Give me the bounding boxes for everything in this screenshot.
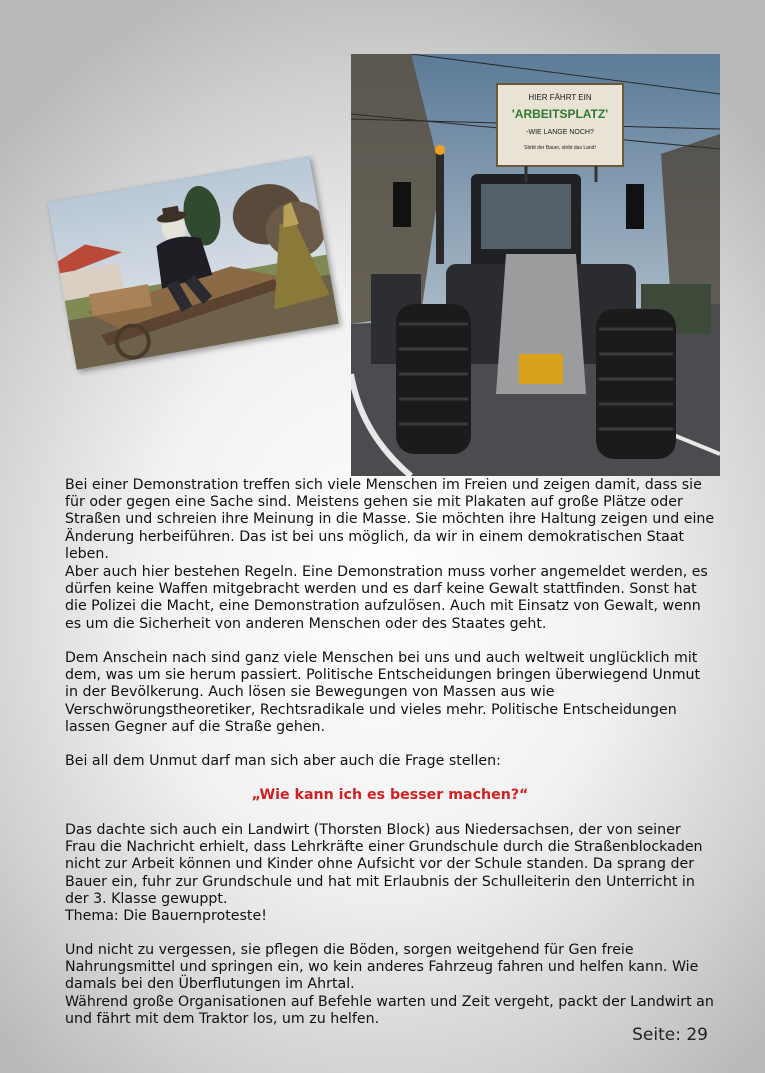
- paragraph-demonstration-intro: Bei einer Demonstration treffen sich viele Menschen im Freien und zeigen damit, dass sie für oder gegen eine Sache sind. Meistens gehen sie mit Plakaten auf große Plätze oder Straßen und schreien ihre Meinung in die Masse. Sie möchten ihre Haltung zeigen und eine Änderung herbeiführen. Das ist bei uns möglich, da wir in einem demokratischen Staat leben.: [65, 477, 715, 562]
- farmers-help-end: Während große Organisationen auf Befehle warten und Zeit vergeht, packt der Landwirt an und fährt mit dem Traktor los, um zu helfen.: [65, 993, 714, 1027]
- paragraph-farmers-help: [65, 942, 715, 1028]
- sign-line-4: Stirbt der Bauer, stirbt das Land!: [524, 145, 596, 151]
- scarecrow-farmer-image: [47, 156, 338, 370]
- page-number: Seite: 29: [632, 1025, 708, 1045]
- tractor-protest-image: [351, 54, 720, 476]
- paragraph-farmer-story: [65, 822, 715, 925]
- tractor-protest-photo: [351, 54, 720, 476]
- sign-line-2: 'ARBEITSPLATZ': [511, 107, 609, 121]
- sign-line-3: -WIE LANGE NOCH?: [526, 129, 594, 136]
- farmer-story-text: Das dachte sich auch ein Landwirt (Thorsten Block) aus Niedersachsen, der von seiner Frau die Nachricht erhielt, dass Lehrkräfte einer Grundschule durch die Straßenblockaden nicht zur Arbeit können und Kinder ohne Aufsicht vor der Schule standen. Da sprang der Bauer ein, fuhr zur Grundschule und hat mit Erlaubnis der Schulleiterin den Unterricht in der 3. Klasse gewuppt.: [65, 822, 703, 907]
- paragraph-discontent: Dem Anschein nach sind ganz viele Menschen bei uns und auch weltweit unglücklich mit dem, was um sie herum passiert. Politische Entscheidungen bringen überwiegend Unmut in der Bevölkerung. Auch lösen sie Bewegungen von Massen aus wie Verschwörungstheoretiker, Rechtsradikale und vieles mehr. Politische Entscheidungen lassen Gegner auf die Straße gehen.: [65, 650, 701, 735]
- scarecrow-farmer-photo: [47, 156, 338, 370]
- quote-highlight: „Wie kann ich es besser machen?“: [251, 787, 529, 803]
- paragraph-rules: Aber auch hier bestehen Regeln. Eine Demonstration muss vorher angemeldet werden, es dürfen keine Waffen mitgebracht werden und es darf keine Gewalt stattfinden. Sonst hat die Polizei die Macht, eine Demonstration aufzulösen. Auch mit Einsatz von Gewalt, wenn es um die Sicherheit von anderen Menschen oder des Staates geht.: [65, 564, 708, 632]
- paragraph-question-intro: Bei all dem Unmut darf man sich aber auch die Frage stellen:: [65, 753, 501, 769]
- farmers-help-text: Und nicht zu vergessen, sie pflegen die Böden, sorgen weitgehend für Gen freie Nahrungsmittel und springen ein, wo kein anderes Fahrzeug fahren und helfen kann. Wie damals bei den Überflutungen im Ahrtal.: [65, 942, 699, 993]
- sign-line-1: HIER FÄHRT EIN: [528, 93, 592, 102]
- farmer-story-theme: Thema: Die Bauernproteste!: [65, 908, 267, 925]
